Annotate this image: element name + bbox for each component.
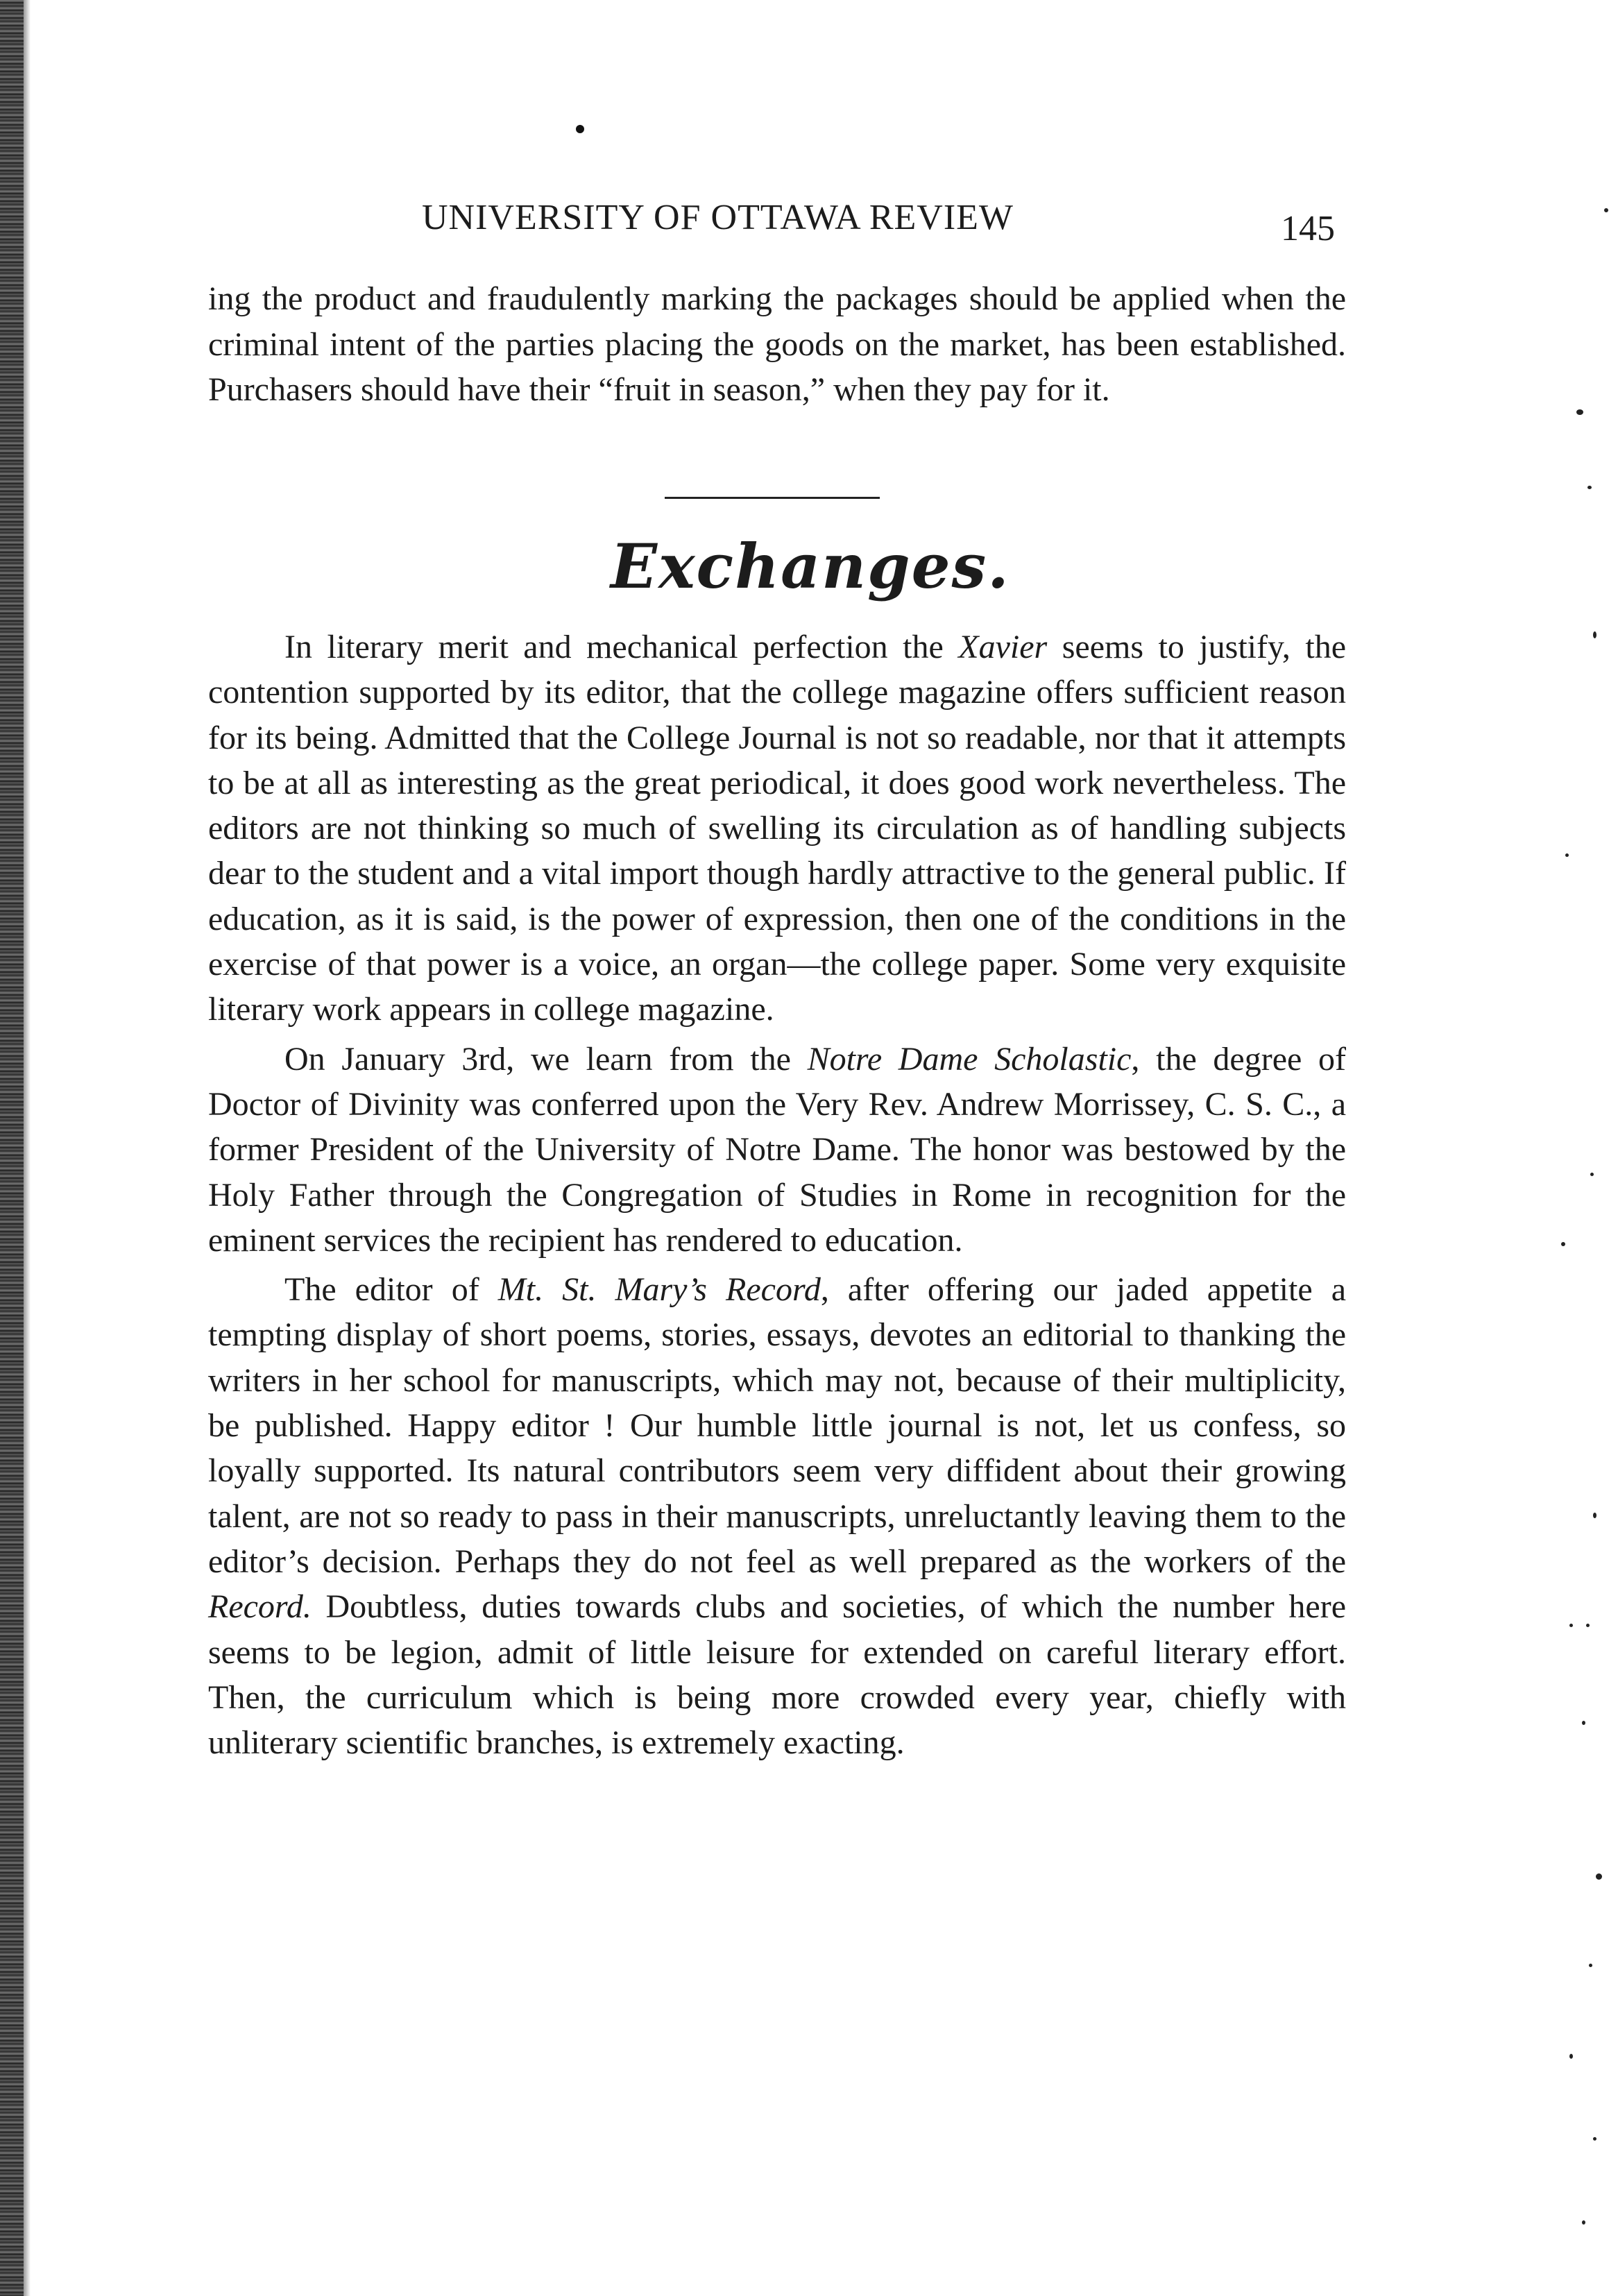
margin-speck — [1590, 1173, 1594, 1176]
margin-speck — [1589, 1964, 1592, 1967]
margin-speck — [1561, 1242, 1565, 1246]
paragraph-mt-st-marys: The editor of Mt. St. Mary’s Record, after offering our jaded appetite a tempting display of short poems, stories, essays, devotes an editorial to thanking the writers in her school for manuscripts, which may not, because of their multiplicity, be published. Happy editor ! Our humble little journal is not, let us confess, so loyally supported. Its natural contributors seem very diffident about their growing talent, are not so ready to pass in their manuscripts, unreluctantly leaving them to the editor’s decision. Perhaps they do not feel as well prepared as the workers of the Record. Doubtless, duties towards clubs and societies, of which the number here seems to be legion, admit of little leisure for extended on careful literary effort. Then, the curriculum which is being more crowded every year, chiefly with unliterary scientific branches, is extremely exacting. — [208, 1271, 1347, 1762]
publication-title: Notre Dame Scholastic — [807, 1040, 1132, 1078]
margin-speck — [1569, 1624, 1573, 1627]
binding-shadow — [24, 0, 31, 2296]
section-heading: Exchanges. — [611, 530, 1010, 602]
print-speck — [576, 125, 584, 133]
continuation-text: ing the product and fraudulently marking the packages should be applied when the criminal intent of the parties placing the goods on the market, has been established. Purchasers should have their “fruit in season,” when they pay for it. — [208, 280, 1346, 408]
section-divider — [665, 497, 880, 499]
margin-speck — [1587, 486, 1592, 489]
running-head: UNIVERSITY OF OTTAWA REVIEW — [422, 198, 1014, 237]
paragraph-xavier: In literary merit and mechanical perfection the Xavier seems to justify, the contention supported by its editor, that the college magazine offers sufficient reason for its being. Admitted that the College Journal is not so readable, nor that it attempts to be at all as interesting as the great periodical, it does good work nevertheless. The editors are not thinking so much of swelling its circulation as of handling subjects dear to the student and a vital import though hardly attractive to the general public. If education, as it is said, is the power of expression, then one of the conditions in the exercise of that power is a voice, an organ—the college paper. Some very exquisite literary work appears in college magazine. — [208, 629, 1346, 1028]
margin-speck — [1582, 1721, 1585, 1725]
publication-title: Record. — [208, 1588, 312, 1626]
margin-speck — [1604, 208, 1608, 212]
margin-speck — [1569, 2054, 1573, 2059]
margin-speck — [1593, 1513, 1596, 1518]
margin-speck — [1593, 631, 1596, 638]
paragraph-notre-dame: On January 3rd, we learn from the Notre Dame Scholastic, the degree of Doctor of Divinity was conferred upon the Very Rev. Andrew Morrissey, C. S. C., a former President of the University of Notre Dame. The honor was bestowed by the Holy Father through the Congregation of Studies in Rome in recognition for the eminent services the recipient has rendered to education. — [208, 1040, 1347, 1259]
margin-speck — [1593, 2137, 1596, 2141]
margin-speck — [1576, 409, 1583, 415]
publication-title: Xavier — [958, 629, 1048, 665]
margin-speck — [1565, 853, 1569, 857]
margin-speck — [1586, 1624, 1590, 1627]
margin-speck — [1582, 2220, 1585, 2225]
page-number: 145 — [1281, 209, 1335, 248]
exchanges-body — [208, 624, 1346, 1765]
continuation-paragraph — [208, 276, 1346, 413]
book-binding-edge — [0, 0, 24, 2296]
margin-speck — [1596, 1873, 1602, 1880]
publication-title: Mt. St. Mary’s Record — [497, 1271, 821, 1309]
